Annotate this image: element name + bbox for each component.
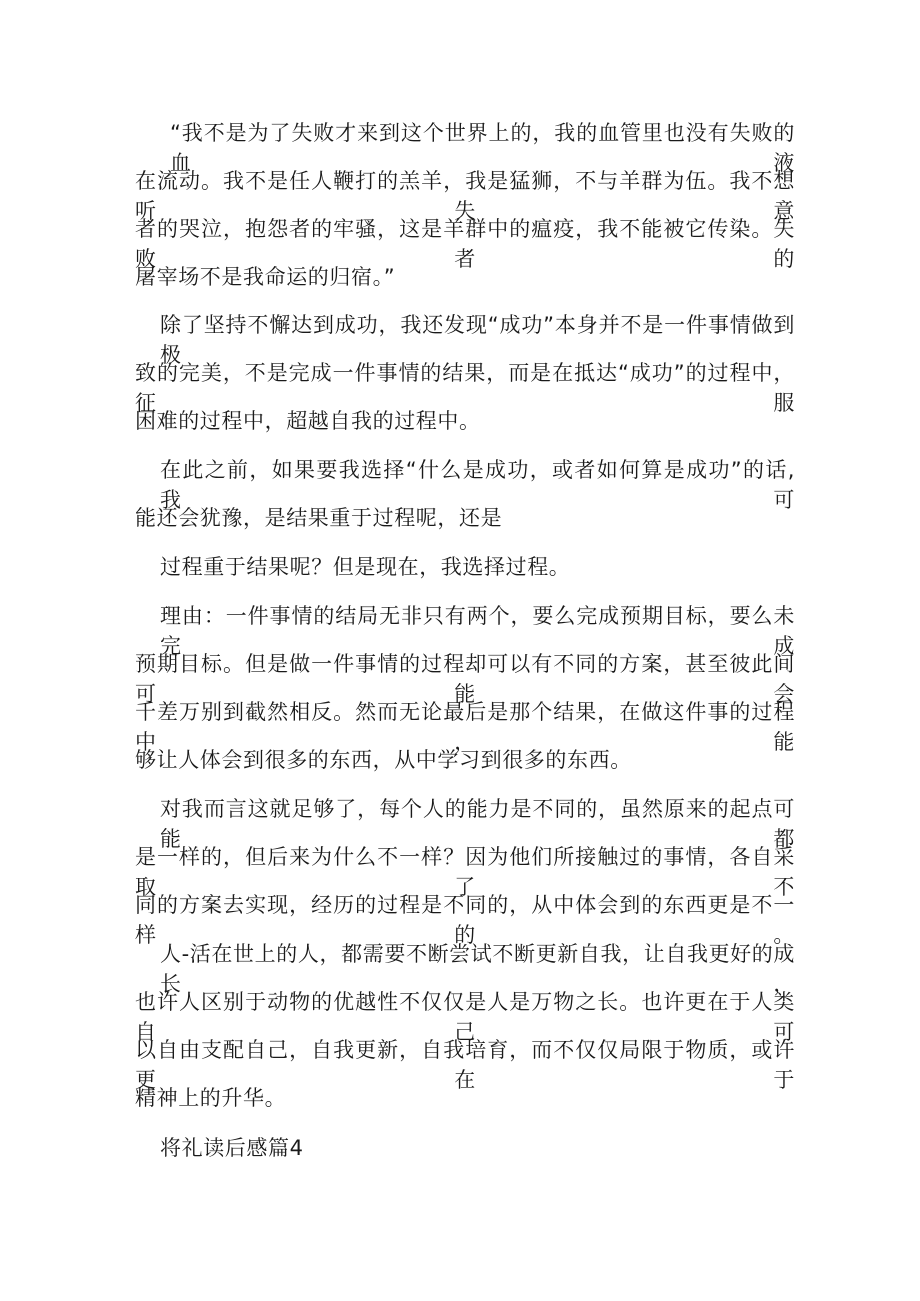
paragraph-6-line-2: 是一样的，但后来为什么不一样？因为他们所接触过的事情，各自采取了不 — [135, 845, 795, 899]
paragraph-7-line-4: 精神上的升华。 — [135, 1086, 287, 1110]
paragraph-7-line-1: 人-活在世上的人，都需要不断尝试不断更新自我，让自我更好的成长， — [160, 942, 795, 996]
paragraph-1-line-4: 屠宰场不是我命运的归宿。” — [135, 265, 396, 289]
section-heading: 将礼读后感篇4 — [160, 1136, 304, 1160]
paragraph-6-line-1: 对我而言这就足够了，每个人的能力是不同的，虽然原来的起点可能都 — [160, 797, 795, 851]
paragraph-7-line-2: 也许人区别于动物的优越性不仅仅是人是万物之长。也许更在于人类自己可 — [135, 990, 795, 1044]
paragraph-1-line-3: 者的哭泣，抱怨者的牢骚，这是羊群中的瘟疫，我不能被它传染。失败者的 — [135, 217, 795, 271]
paragraph-2-line-1: 除了坚持不懈达到成功，我还发现“成功”本身并不是一件事情做到极 — [160, 313, 795, 367]
paragraph-1-line-1: “我不是为了失败才来到这个世界上的，我的血管里也没有失败的血液 — [170, 121, 795, 175]
paragraph-5-line-3: 千差万别到截然相反。然而无论最后是那个结果，在做这件事的过程中，能 — [135, 700, 795, 754]
paragraph-2-line-3: 困难的过程中，超越自我的过程中。 — [135, 409, 481, 433]
paragraph-7-line-3: 以自由支配自己，自我更新，自我培育，而不仅仅局限于物质，或许更在于 — [135, 1038, 795, 1092]
paragraph-5-line-2: 预期目标。但是做一件事情的过程却可以有不同的方案，甚至彼此间可能会 — [135, 652, 795, 706]
paragraph-6-line-3: 同的方案去实现，经历的过程是不同的，从中体会到的东西更是不一样的。 — [135, 893, 795, 947]
paragraph-3-line-2: 能还会犹豫，是结果重于过程呢，还是 — [135, 506, 503, 530]
paragraph-3-line-1: 在此之前，如果要我选择“什么是成功，或者如何算是成功”的话,我可 — [160, 458, 795, 512]
paragraph-2-line-2: 致的完美，不是完成一件事情的结果，而是在抵达“成功”的过程中，征服 — [135, 361, 795, 415]
paragraph-5-line-1: 理由：一件事情的结局无非只有两个，要么完成预期目标，要么未完成 — [160, 604, 795, 658]
paragraph-1-line-2: 在流动。我不是任人鞭打的羔羊，我是猛狮，不与羊群为伍。我不想听失意 — [135, 169, 795, 223]
paragraph-5-line-4: 够让人体会到很多的东西，从中学习到很多的东西。 — [135, 748, 632, 772]
paragraph-4-line-1: 过程重于结果呢？但是现在，我选择过程。 — [160, 555, 571, 579]
